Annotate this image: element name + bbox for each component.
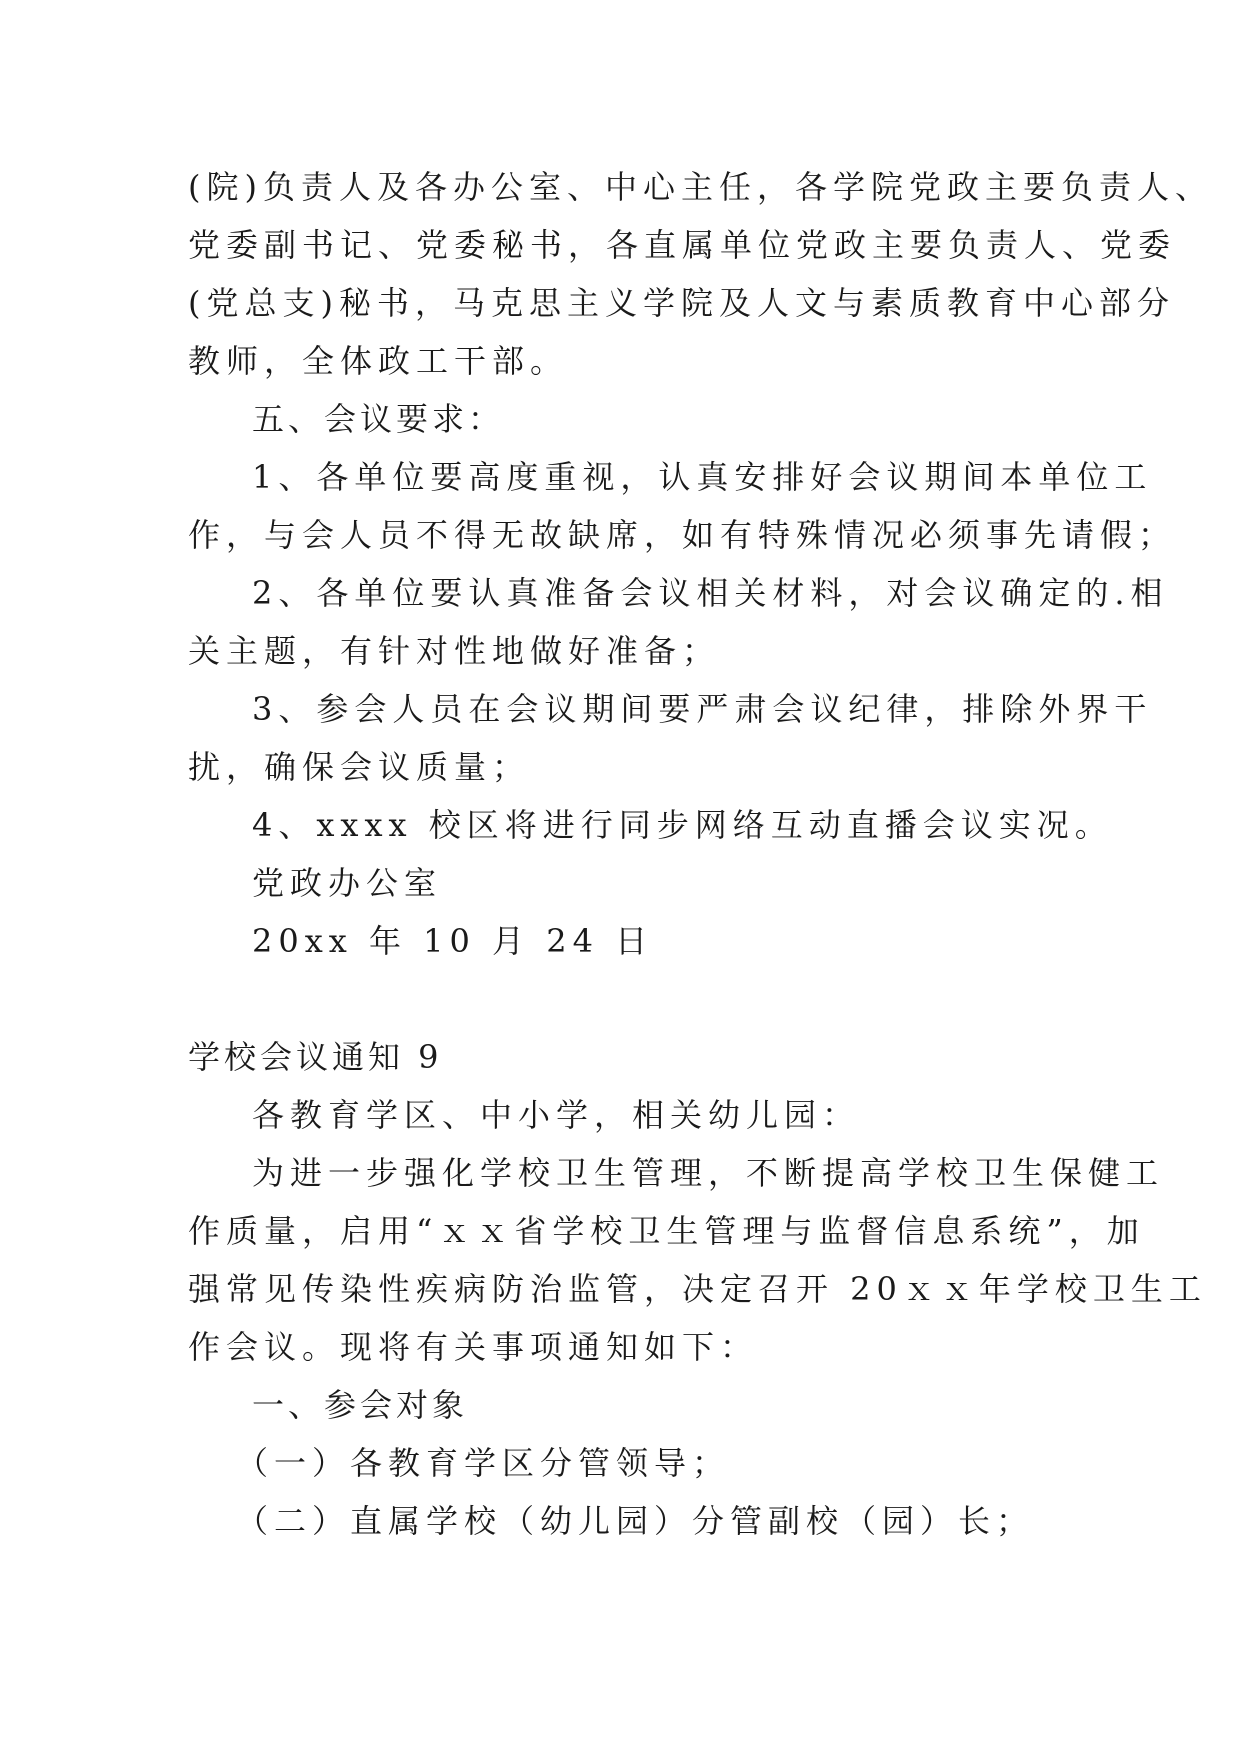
paragraph-line: (党总支)秘书，马克思主义学院及人文与素质教育中心部分: [188, 284, 1175, 322]
requirement-2-line: 关主题，有针对性地做好准备；: [188, 632, 721, 670]
requirement-2-line: 2、各单位要认真准备会议相关材料，对会议确定的.相: [252, 574, 1169, 612]
requirements-heading: 五、会议要求：: [252, 400, 505, 438]
document-page: [188, 158, 1213, 1550]
notice-body-line: 为进一步强化学校卫生管理，不断提高学校卫生保健工: [252, 1154, 1165, 1192]
notice-salutation: 各教育学区、中小学，相关幼儿园：: [252, 1096, 861, 1134]
requirement-1-line: 作，与会人员不得无故缺席，如有特殊情况必须事先请假；: [188, 516, 1177, 554]
signature-date: 20xx 年 10 月 24 日: [252, 922, 654, 960]
participant-item: （一）各教育学区分管领导；: [236, 1444, 731, 1482]
paragraph-line: 党委副书记、党委秘书，各直属单位党政主要负责人、党委: [188, 226, 1177, 264]
notice-body-line: 强常见传染性疾病防治监管，决定召开 20ｘｘ年学校卫生工: [188, 1270, 1207, 1308]
notice-title: 学校会议通知 9: [188, 1038, 443, 1076]
paragraph-line: (院)负责人及各办公室、中心主任，各学院党政主要负责人、: [188, 168, 1213, 206]
requirement-1-line: 1、各单位要高度重视，认真安排好会议期间本单位工: [252, 458, 1153, 496]
requirement-4-line: 4、xxxx 校区将进行同步网络互动直播会议实况。: [252, 806, 1113, 844]
signature-office: 党政办公室: [252, 864, 443, 902]
requirement-3-line: 扰，确保会议质量；: [188, 748, 531, 786]
requirement-3-line: 3、参会人员在会议期间要严肃会议纪律，排除外界干: [252, 690, 1153, 728]
participants-heading: 一、参会对象: [252, 1386, 469, 1424]
notice-body-line: 作质量，启用“ｘｘ省学校卫生管理与监督信息系统”，加: [188, 1212, 1145, 1250]
notice-body-line: 作会议。现将有关事项通知如下：: [188, 1328, 759, 1366]
section-spacer: [188, 970, 1068, 1028]
participant-item: （二）直属学校（幼儿园）分管副校（园）长；: [236, 1502, 1035, 1540]
paragraph-line: 教师，全体政工干部。: [188, 342, 569, 380]
